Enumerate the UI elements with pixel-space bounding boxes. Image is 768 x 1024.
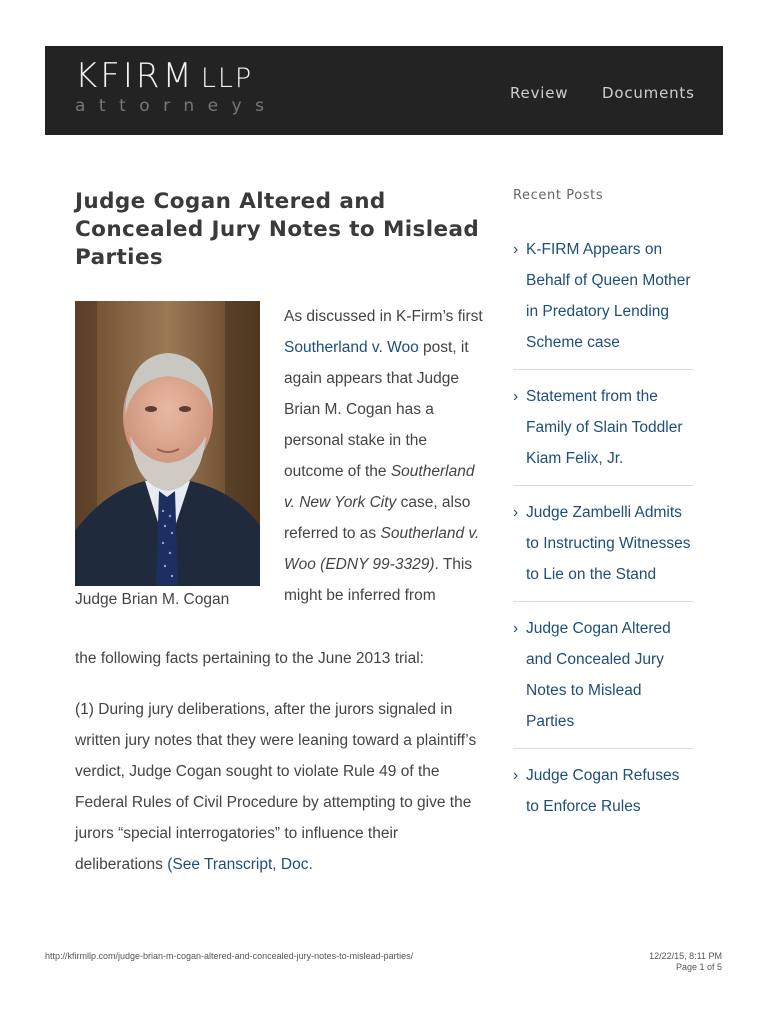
recent-posts-heading: Recent Posts xyxy=(513,188,604,203)
logo[interactable] xyxy=(75,56,253,96)
recent-post-label: Statement from the Family of Slain Toddler Kiam Felix, Jr. xyxy=(526,388,683,467)
chevron-right-icon: › xyxy=(513,767,519,784)
nav-documents[interactable]: Documents xyxy=(602,84,695,102)
recent-post-label: Judge Cogan Altered and Concealed Jury Notes to Mislead Parties xyxy=(526,620,671,730)
case-name-1: Southerland v. New York City xyxy=(284,463,475,511)
logo-suffix: LLP xyxy=(200,63,254,94)
chevron-right-icon: › xyxy=(513,620,519,637)
recent-posts-list xyxy=(513,234,693,822)
recent-post-item[interactable] xyxy=(513,381,693,474)
footer-url: http://kfirmllp.com/judge-brian-m-cogan-altered-and-concealed-jury-notes-to-mislead-parties/ xyxy=(45,951,414,961)
chevron-right-icon: › xyxy=(513,504,519,521)
footer-date: 12/22/15, 8:11 PM xyxy=(649,951,722,961)
southerland-v-woo-link[interactable]: Southerland v. Woo xyxy=(284,339,419,356)
divider xyxy=(513,748,693,749)
divider xyxy=(513,485,693,486)
fact-paragraph-1 xyxy=(75,694,485,880)
chevron-right-icon: › xyxy=(513,241,519,258)
article-title: Judge Cogan Altered and Concealed Jury Notes to Mislead Parties xyxy=(75,189,480,270)
judge-photo xyxy=(75,301,260,586)
recent-post-label: Judge Zambelli Admits to Instructing Witnesses to Lie on the Stand xyxy=(526,504,691,583)
intro-text-3: case, also referred to as xyxy=(284,494,471,542)
recent-post-item[interactable] xyxy=(513,760,693,822)
recent-post-item[interactable] xyxy=(513,234,693,358)
intro-paragraph-continued: the following facts pertaining to the June 2013 trial: xyxy=(75,650,424,667)
logo-subtitle: attorneys xyxy=(75,96,278,116)
logo-main-text: KFIRM xyxy=(75,56,195,96)
nav-review[interactable]: Review xyxy=(510,84,569,102)
recent-post-item[interactable] xyxy=(513,613,693,737)
intro-paragraph xyxy=(284,301,484,611)
fact-text: (1) During jury deliberations, after the jurors signaled in written jury notes that they were leaning toward a plaintiff’s verdict, Judge Cogan sought to violate Rule 49 of the Federal Rules of Civil Procedure by attempting to give the jurors “special interrogatories” to influence their deliberations xyxy=(75,701,477,873)
recent-post-label: Judge Cogan Refuses to Enforce Rules xyxy=(526,767,680,815)
divider xyxy=(513,369,693,370)
recent-post-item[interactable] xyxy=(513,497,693,590)
footer-meta xyxy=(649,951,722,973)
intro-text-2: post, it again appears that Judge Brian M. Cogan has a personal stake in the outcome of the xyxy=(284,339,469,480)
intro-text-4: . This might be inferred from xyxy=(284,556,473,604)
transcript-link[interactable]: (See Transcript, Doc. xyxy=(167,856,313,873)
footer-page: Page 1 of 5 xyxy=(675,962,722,972)
intro-text-1: As discussed in K-Firm’s first xyxy=(284,308,483,325)
site-header xyxy=(45,46,723,135)
case-name-2: Southerland v. Woo (EDNY 99-3329) xyxy=(284,525,480,573)
chevron-right-icon: › xyxy=(513,388,519,405)
photo-caption: Judge Brian M. Cogan xyxy=(75,591,230,608)
divider xyxy=(513,601,693,602)
recent-post-label: K-FIRM Appears on Behalf of Queen Mother in Predatory Lending Scheme case xyxy=(526,241,691,351)
